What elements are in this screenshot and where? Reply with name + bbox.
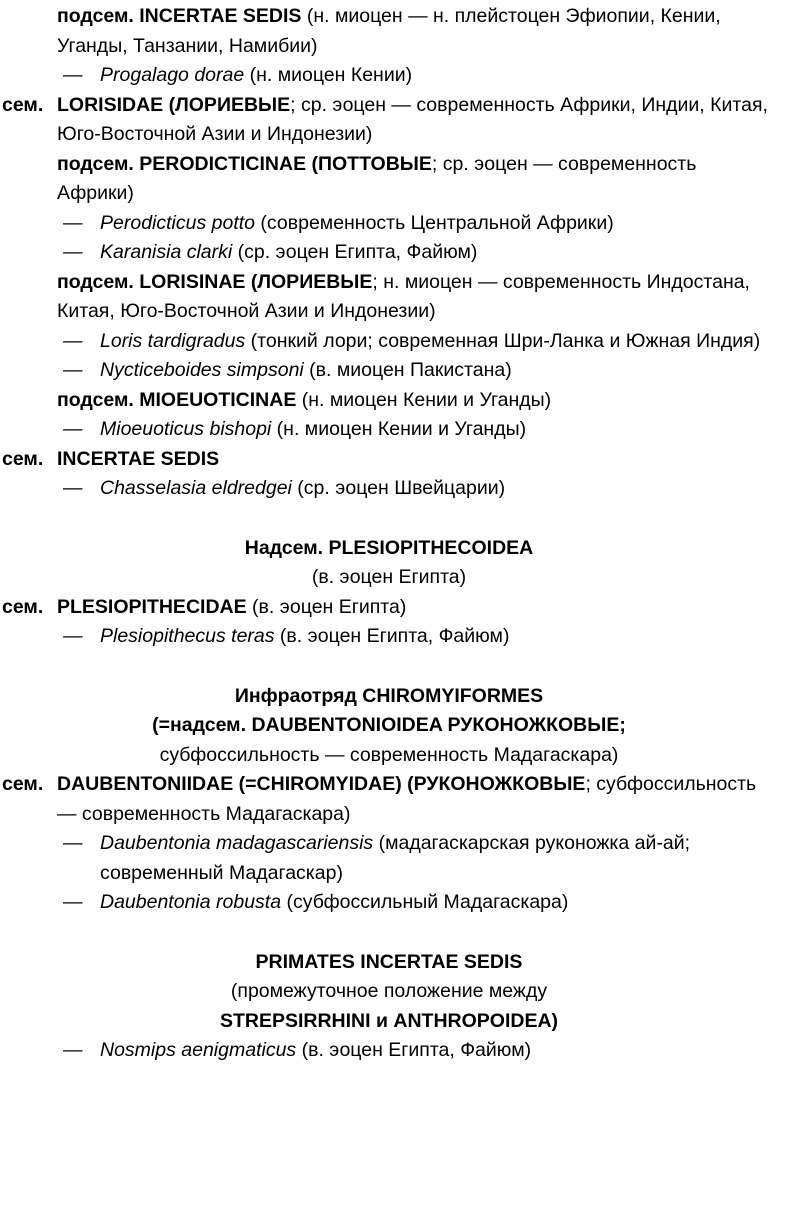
family-entry <box>0 91 778 150</box>
species-name: Daubentonia madagascariensis <box>100 832 374 854</box>
family-entry <box>0 593 778 623</box>
section-subheading: (в. эоцен Египта) <box>311 566 467 588</box>
dash-marker: — <box>63 64 83 86</box>
species-entry <box>0 61 778 91</box>
species-entry <box>0 238 778 268</box>
species-name: Plesiopithecus teras <box>100 625 275 647</box>
species-name: Nosmips aenigmaticus <box>100 1039 297 1061</box>
section-heading: Инфраотряд CHIROMYIFORMES <box>234 684 544 707</box>
species-name: Perodicticus potto <box>100 211 256 234</box>
subfamily-entry <box>0 386 778 416</box>
taxon-name: DAUBENTONIIDAE (=CHIROMYIDAE) (РУКОНОЖКОВЫЕ <box>57 773 586 795</box>
species-name: Chasselasia eldredgei <box>100 477 292 499</box>
section-heading: Надсем. PLESIOPITHECOIDEA <box>244 536 534 559</box>
species-details: (н. миоцен Кении и Уганды) <box>271 418 527 440</box>
dash-marker: — <box>63 477 83 499</box>
species-details: (субфоссильный Мадагаскара) <box>281 891 569 913</box>
species-entry <box>0 888 778 918</box>
species-details: (в. эоцен Египта, Файюм) <box>296 1039 532 1061</box>
rank-label: сем. <box>2 447 44 470</box>
dash-marker: — <box>63 359 83 381</box>
species-name: Daubentonia robusta <box>100 891 282 913</box>
species-entry <box>0 356 778 386</box>
dash-marker: — <box>63 418 83 440</box>
taxon-name: подсем. PERODICTICINAE (ПОТТОВЫЕ <box>57 152 432 175</box>
species-details: (тонкий лори; современная Шри-Ланка и Южная Индия) <box>245 329 761 352</box>
section-heading: PRIMATES INCERTAE SEDIS <box>255 950 523 973</box>
taxon-details: ; н. миоцен — современность Индостана, Китая, Юго-Восточной Азии и Индонезии) <box>57 270 750 322</box>
taxon-name: подсем. MIOEUOTICINAE <box>57 388 297 411</box>
rank-label: сем. <box>2 93 44 116</box>
species-details: (современность Центральной Африки) <box>255 211 614 234</box>
rank-label: сем. <box>2 773 44 795</box>
dash-marker: — <box>63 1039 83 1061</box>
rank-label: сем. <box>2 595 44 618</box>
species-name: Loris tardigradus <box>100 329 246 352</box>
dash-marker: — <box>63 211 83 234</box>
taxon-name: подсем. INCERTAE SEDIS <box>57 5 302 27</box>
dash-marker: — <box>63 241 83 263</box>
species-name: Mioeuoticus bishopi <box>100 418 272 440</box>
species-details: (ср. эоцен Швейцарии) <box>291 477 506 499</box>
taxon-name: INCERTAE SEDIS <box>57 447 220 470</box>
species-entry <box>0 622 778 652</box>
section-heading: STREPSIRRHINI и ANTHROPOIDEA) <box>219 1009 559 1032</box>
subfamily-entry <box>0 150 778 209</box>
taxon-details: (н. миоцен Кении и Уганды) <box>296 388 552 411</box>
species-name: Nycticeboides simpsoni <box>100 359 304 381</box>
taxon-details: ; ср. эоцен — современность Африки) <box>57 152 697 204</box>
taxon-details: (в. эоцен Египта) <box>246 595 407 618</box>
species-entry <box>0 415 778 445</box>
species-details: (в. миоцен Пакистана) <box>303 359 512 381</box>
taxon-details: ; субфоссильность — современность Мадагаскара) <box>57 773 757 825</box>
species-entry <box>0 829 778 888</box>
dash-marker: — <box>63 832 83 854</box>
taxon-name: подсем. LORISINAE (ЛОРИЕВЫЕ <box>57 270 373 293</box>
section-heading: (=надсем. DAUBENTONIOIDEA РУКОНОЖКОВЫЕ; <box>152 714 626 736</box>
taxon-details: ; ср. эоцен — современность Африки, Индии, Китая, Юго-Восточной Азии и Индонезии) <box>57 93 768 145</box>
species-name: Karanisia clarki <box>100 241 233 263</box>
species-entry <box>0 1036 778 1066</box>
taxon-name: PLESIOPITHECIDAE <box>57 595 247 618</box>
species-entry <box>0 209 778 239</box>
taxon-details: (н. миоцен — н. плейстоцен Эфиопии, Кении, Уганды, Танзании, Намибии) <box>57 5 721 57</box>
family-entry <box>0 445 778 475</box>
species-details: (мадагаскарская руконожка ай-ай; современный Мадагаскар) <box>100 832 691 884</box>
family-entry <box>0 770 778 829</box>
species-details: (ср. эоцен Египта, Файюм) <box>232 241 478 263</box>
species-name: Progalago dorae <box>100 64 245 86</box>
section-subheading: (промежуточное положение между <box>230 980 548 1002</box>
species-entry <box>0 474 778 504</box>
dash-marker: — <box>63 891 83 913</box>
species-entry <box>0 327 778 357</box>
species-details: (в. эоцен Египта, Файюм) <box>274 625 510 647</box>
dash-marker: — <box>63 329 83 352</box>
dash-marker: — <box>63 625 83 647</box>
subfamily-entry <box>0 2 778 61</box>
subfamily-entry <box>0 268 778 327</box>
taxon-name: LORISIDAE (ЛОРИЕВЫЕ <box>57 93 291 116</box>
species-details: (н. миоцен Кении) <box>244 64 413 86</box>
section-subheading: субфоссильность — современность Мадагаскара) <box>159 743 619 766</box>
